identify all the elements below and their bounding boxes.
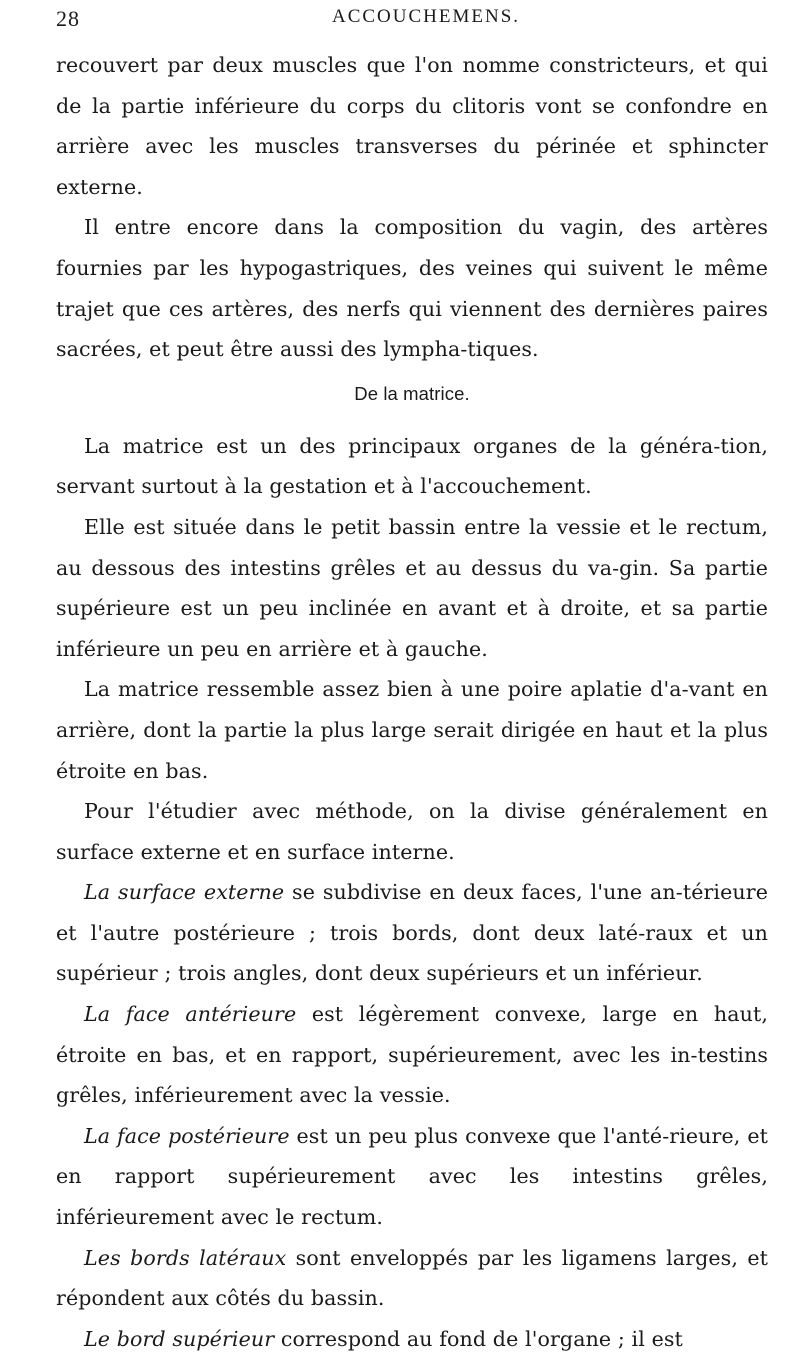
paragraph	[56, 1238, 768, 1319]
paragraph	[56, 994, 768, 1116]
italic-lead: Le bord supérieur	[84, 1326, 275, 1351]
paragraph: Elle est située dans le petit bassin entre la vessie et le rectum, au dessous des intestins grêles et au dessus du va-gin. Sa partie supérieure est un peu inclinée en avant et à droite, et sa partie inférieure un peu en arrière et à gauche.	[56, 514, 768, 661]
paragraph-rest: correspond au fond de l'organe ; il est	[274, 1326, 683, 1351]
paragraph-continued: recouvert par deux muscles que l'on nomme constricteurs, et qui de la partie inférieure du corps du clitoris vont se confondre en arrière avec les muscles transverses du périnée et sphincter externe.	[56, 53, 768, 199]
paragraph: Pour l'étudier avec méthode, on la divise généralement en surface externe et en surface interne.	[56, 799, 768, 864]
page-number: 28	[56, 6, 80, 31]
paragraph-rest: est légèrement convexe, large en haut, étroite en bas, et en rapport, supérieurement, avec les in-testins grêles, inférieurement avec la vessie.	[56, 1002, 768, 1108]
italic-lead: La surface externe	[84, 880, 285, 905]
italic-lead: Les bords latéraux	[84, 1245, 287, 1270]
italic-lead: La face antérieure	[84, 1002, 297, 1027]
paragraph: La matrice ressemble assez bien à une poire aplatie d'a-vant en arrière, dont la partie la plus large serait dirigée en haut et la plus étroite en bas.	[56, 677, 768, 783]
paragraph-rest: sont enveloppés par les ligamens larges, et répondent aux côtés du bassin.	[56, 1245, 769, 1311]
running-title: ACCOUCHEMENS.	[331, 6, 521, 27]
paragraph	[56, 1319, 768, 1360]
paragraph-rest: se subdivise en deux faces, l'une an-térieure et l'autre postérieure ; trois bords, dont deux laté-raux et un supérieur ; trois angles, dont deux supérieurs et un inférieur.	[56, 880, 768, 986]
section-heading: De la matrice.	[354, 382, 470, 404]
body-text	[56, 45, 768, 1359]
paragraph-rest: est un peu plus convexe que l'anté-rieure, et en rapport supérieurement avec les intestins grêles, inférieurement avec le rectum.	[56, 1123, 768, 1230]
paragraph: La matrice est un des principaux organes de la généra-tion, servant surtout à la gestation et à l'accouchement.	[56, 433, 768, 499]
page-header	[56, 6, 756, 46]
paragraph	[56, 872, 768, 994]
paragraph: Il entre encore dans la composition du vagin, des artères fournies par les hypogastriques, des veines qui suivent le même trajet que ces artères, des nerfs qui viennent des dernières paires sacrées, et peut être aussi des lympha-tiques.	[56, 215, 768, 362]
italic-lead: La face postérieure	[84, 1123, 290, 1148]
paragraph	[56, 1116, 768, 1238]
